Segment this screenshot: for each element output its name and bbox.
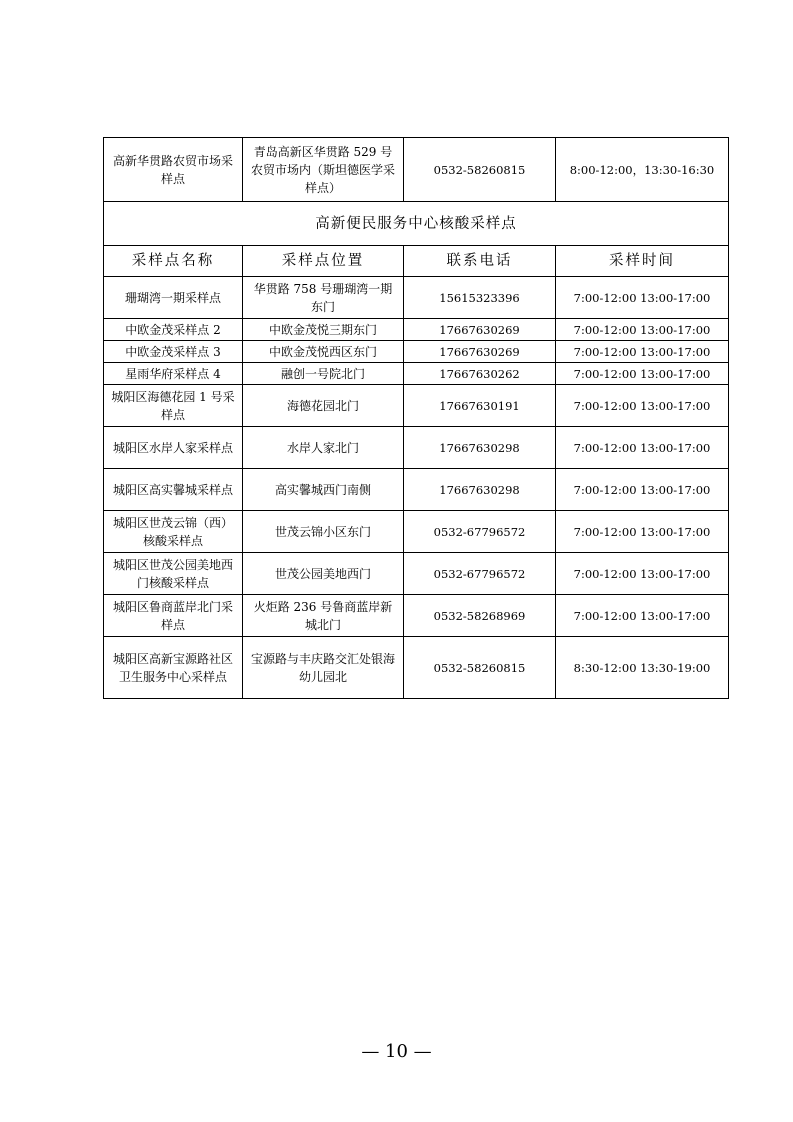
table-row xyxy=(104,427,729,469)
site-phone-cell: 0532-58268969 xyxy=(404,595,556,637)
site-location-cell: 世茂云锦小区东门 xyxy=(243,511,404,553)
site-phone-cell: 17667630298 xyxy=(404,469,556,511)
site-phone-cell: 17667630298 xyxy=(404,427,556,469)
site-phone-cell: 15615323396 xyxy=(404,277,556,319)
site-phone-cell: 17667630191 xyxy=(404,385,556,427)
site-time-cell: 7:00-12:00 13:00-17:00 xyxy=(556,277,729,319)
sampling-sites-table-wrapper xyxy=(103,137,728,699)
table-row xyxy=(104,277,729,319)
site-time-cell: 7:00-12:00 13:00-17:00 xyxy=(556,511,729,553)
sampling-sites-table xyxy=(103,137,729,699)
site-phone-cell: 0532-67796572 xyxy=(404,553,556,595)
site-location-cell: 高实馨城西门南侧 xyxy=(243,469,404,511)
table-row xyxy=(104,385,729,427)
site-time-cell: 7:00-12:00 13:00-17:00 xyxy=(556,427,729,469)
site-location-cell: 宝源路与丰庆路交汇处银海幼儿园北 xyxy=(243,637,404,699)
site-name-cell: 城阳区世茂云锦（西）核酸采样点 xyxy=(104,511,243,553)
table-row xyxy=(104,363,729,385)
site-name-cell: 星雨华府采样点 4 xyxy=(104,363,243,385)
site-name-cell: 中欧金茂采样点 2 xyxy=(104,319,243,341)
column-header-row xyxy=(104,246,729,277)
table-row xyxy=(104,319,729,341)
site-time-cell: 7:00-12:00 13:00-17:00 xyxy=(556,553,729,595)
table-row xyxy=(104,138,729,202)
site-name-cell: 城阳区海德花园 1 号采样点 xyxy=(104,385,243,427)
site-time-cell: 7:00-12:00 13:00-17:00 xyxy=(556,595,729,637)
site-location-cell: 世茂公园美地西门 xyxy=(243,553,404,595)
column-header-phone: 联系电话 xyxy=(404,246,556,277)
table-row xyxy=(104,511,729,553)
site-time-cell: 7:00-12:00 13:00-17:00 xyxy=(556,385,729,427)
site-location-cell: 中欧金茂悦西区东门 xyxy=(243,341,404,363)
site-time-cell: 8:30-12:00 13:30-19:00 xyxy=(556,637,729,699)
column-header-location: 采样点位置 xyxy=(243,246,404,277)
site-time-cell: 7:00-12:00 13:00-17:00 xyxy=(556,341,729,363)
table-row xyxy=(104,341,729,363)
site-location-cell: 海德花园北门 xyxy=(243,385,404,427)
site-phone-cell: 0532-58260815 xyxy=(404,637,556,699)
table-row xyxy=(104,637,729,699)
site-phone-cell: 17667630262 xyxy=(404,363,556,385)
site-phone-cell: 0532-67796572 xyxy=(404,511,556,553)
site-name-cell: 城阳区鲁商蓝岸北门采样点 xyxy=(104,595,243,637)
site-name-cell: 中欧金茂采样点 3 xyxy=(104,341,243,363)
site-name-cell: 高新华贯路农贸市场采样点 xyxy=(104,138,243,202)
site-location-cell: 融创一号院北门 xyxy=(243,363,404,385)
site-location-cell: 火炬路 236 号鲁商蓝岸新城北门 xyxy=(243,595,404,637)
site-time-cell: 7:00-12:00 13:00-17:00 xyxy=(556,469,729,511)
column-header-name: 采样点名称 xyxy=(104,246,243,277)
site-name-cell: 珊瑚湾一期采样点 xyxy=(104,277,243,319)
table-row xyxy=(104,469,729,511)
site-location-cell: 华贯路 758 号珊瑚湾一期东门 xyxy=(243,277,404,319)
site-phone-cell: 17667630269 xyxy=(404,319,556,341)
page-number: — 10 — xyxy=(361,1041,432,1062)
site-name-cell: 城阳区世茂公园美地西门核酸采样点 xyxy=(104,553,243,595)
column-header-time: 采样时间 xyxy=(556,246,729,277)
site-phone-cell: 0532-58260815 xyxy=(404,138,556,202)
site-location-cell: 青岛高新区华贯路 529 号农贸市场内（斯坦德医学采样点） xyxy=(243,138,404,202)
site-time-cell: 8:00-12:00，13:30-16:30 xyxy=(556,138,729,202)
site-name-cell: 城阳区高新宝源路社区卫生服务中心采样点 xyxy=(104,637,243,699)
site-phone-cell: 17667630269 xyxy=(404,341,556,363)
site-location-cell: 水岸人家北门 xyxy=(243,427,404,469)
section-title-row xyxy=(104,202,729,246)
site-time-cell: 7:00-12:00 13:00-17:00 xyxy=(556,319,729,341)
section-title: 高新便民服务中心核酸采样点 xyxy=(104,202,729,246)
site-time-cell: 7:00-12:00 13:00-17:00 xyxy=(556,363,729,385)
site-location-cell: 中欧金茂悦三期东门 xyxy=(243,319,404,341)
site-name-cell: 城阳区水岸人家采样点 xyxy=(104,427,243,469)
table-row xyxy=(104,553,729,595)
table-row xyxy=(104,595,729,637)
site-name-cell: 城阳区高实馨城采样点 xyxy=(104,469,243,511)
